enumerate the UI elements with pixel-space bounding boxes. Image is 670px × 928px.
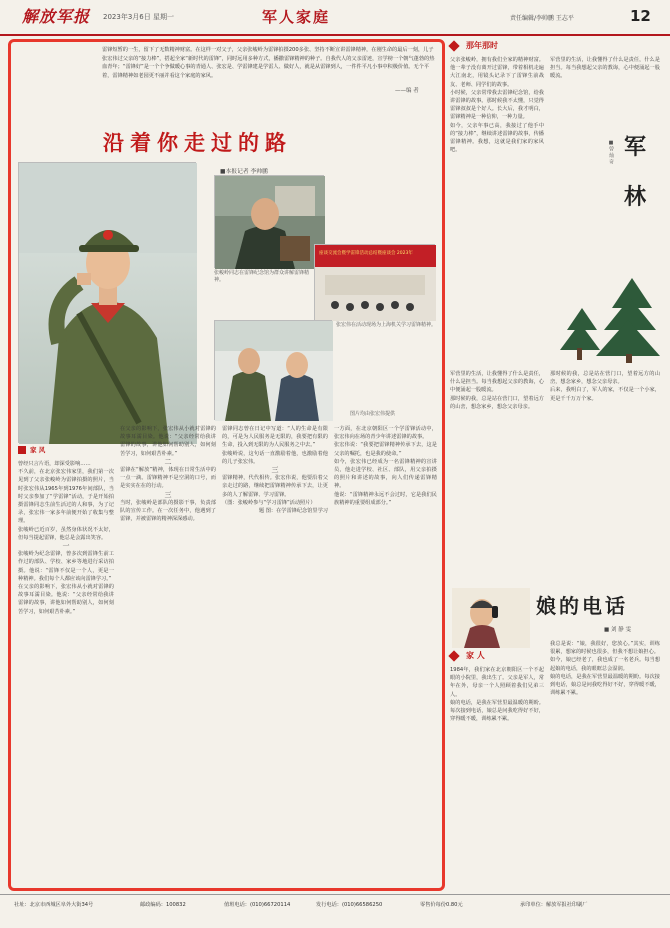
event-banner-text: 座谈交流会暨学雷锋活动总结暨座谈会 2023年 [319,251,413,256]
photo-credit: 图片均由张宏伟提供 [350,411,396,417]
paragraph: 军营里的生活，让我懂得了什么是责任，什么是担当。每当我想起父亲的教诲，心中便涌起一股暖流。 [550,57,660,80]
paragraph: 那时候的我，总是站在营门口，望着远方的山峦，想念家乡，想念父亲母亲。 [450,395,544,410]
soldier-portrait-photo [18,162,196,443]
pine-tree-illustration [552,268,662,363]
section-marker-diamond [448,40,459,51]
paragraph: 军营里的生活，让我懂得了什么是责任，什么是担当。每当我想起父亲的教诲，心中便涌起一股暖流。 [450,371,544,394]
sidebar-signature: ■曾 灿 奇 [608,140,614,165]
article-byline: ■本报记者 李帅鹏 [220,169,268,175]
father-son-photo [214,320,332,420]
newspaper-logo: 解放军报 [22,7,91,26]
body-column-2 [120,425,216,885]
sidebar-title-char-2: 林 [624,184,647,210]
paragraph: 1984年，我们家在北京朝阳区一个不起眼的小院里，我出生了。父亲是军人，常年在外，母亲一个人照顾着我们兄弟三人。 [450,667,544,698]
paragraph: 张峻岭已近百岁，虽然身体状况不太好，但每当提起雷锋，他总是会露出笑容。 [18,526,114,541]
footer-duty-phone: 值班电话：(010)66720114 [224,902,291,908]
sidebar-column-2-bottom [550,370,660,580]
footer-price: 零售价每份0.80元 [420,902,463,908]
page-number: 12 [630,7,651,25]
section-marker-diamond [448,650,459,661]
footer-rule [0,894,670,895]
article-headline: 沿着你走过的路 [103,130,292,155]
paragraph: 在父亲的影响下，张宏伟从小就对雷锋的故事耳濡目染。他说：“父亲经常给我讲雷锋的故事，讲他如何帮助别人，如何刻苦学习，如何艰苦朴素。” [120,426,216,457]
paragraph: 父亲张峻岭，拥有我们全家的精神财富。他一辈子没有离开过雷锋，带着相机走遍大江南北，用镜头记录下了雷锋生前战友、老师、同学们的故事。 [450,57,544,88]
paragraph: 张峻岭说，这句话一直激励着他，也激励着他的儿子张宏伟。 [222,450,328,465]
footer-address: 社址：北京市西城区阜外大街34号 [14,902,94,908]
section-heading-nanian: 那年那时 [466,40,498,50]
paragraph: 小时候，父亲常带我去雷锋纪念馆，给我讲雷锋的故事。那时候我不太懂，只觉得雷锋叔叔是个好人。长大后，我才明白，雷锋精神是一种信仰，一种力量。 [450,89,544,121]
paragraph: 不久前，在北京张宏伟家里，我们第一次见到了父亲张峻岭为雷锋拍摄的照片，当时张宏伟从1965年到1976年间部队，当时父亲参加了“学雷锋”活动，于是开始拍摄雷锋同志生前生活过的人和事，为了记录，张宏伟一家多年前便开始了收集与整理。 [18,469,114,525]
paragraph: 后来，我明白了，军人的家，不仅是一个小家，更是千千万万个家。 [550,387,660,402]
elder-lecturer-photo [214,175,324,268]
sidebar-article-byline: ■ 刘 静 雯 [604,627,631,633]
part-number: 三 [164,490,172,499]
sidebar-column-1-bottom [450,370,544,580]
paragraph: 张宏伟说：“我要把雷锋精神传承下去，这是父亲的嘱托，也是我的使命。” [334,442,437,457]
paragraph: 如今，娘已经老了，我也成了一名老兵。每当想起娘的电话，我的眼眶总会湿润。 [550,657,660,672]
paragraph: 当时，张峻岭是部队的摄影干事，负责部队的宣传工作。在一次任务中，他遇到了雷锋，并被雷锋的精神深深感动。 [120,499,216,523]
sidebar-article-title: 娘的电话 [536,594,628,618]
paragraph: 张峻岭为纪念雷锋，曾多次到雷锋生前工作过的部队、学校、家乡等地进行采访拍摄。他说：“雷锋不仅是一个人，更是一种精神。我们每个人都应该向雷锋学习。” [18,551,114,582]
part-number: 二 [164,457,172,466]
photo3-caption: 张宏伟在活动现场为上海机关学习雷锋精神。 [336,322,437,328]
sidebar-column-4 [550,640,660,888]
paragraph: 娘的电话，是我在军营里最温暖的期盼。每次接到电话，娘总是问我吃得好不好，穿得暖不暖，训练累不累。 [450,699,544,723]
issue-date: 2023年3月6日 星期一 [103,13,174,21]
paragraph: （图：张峻岭参与“学习雷锋”活动照片） [222,499,316,506]
part-number: 三 [271,466,279,475]
sidebar-column-2-top [550,56,660,126]
photo2-caption: 张峻岭同志在雷锋纪念馆为群众讲解雷锋精神。 [214,270,310,283]
sidebar-column-3 [450,666,544,888]
paragraph: 曾经只言片语，却深受影响…… [18,461,91,467]
responsible-editors: 责任编辑/李帅鹏 王志平 [510,15,574,22]
paragraph: 雷锋在“解放”精神，体现在日常生活中的一点一滴。雷锋精神不是空洞的口号，而是实实在在的行动。 [120,467,216,490]
body-column-3 [222,425,328,885]
paragraph: 如今，张宏伟已经成为一名雷锋精神的宣讲员，他走进学校、社区、部队，用父亲拍摄的照片和讲述的故事，向人们传递雷锋精神。 [334,458,437,490]
paragraph: 题 图：在学雷锋纪念馆里学习 [258,508,328,515]
paragraph: 那时候的我，总是站在营门口，望着远方的山峦，想念家乡，想念父亲母亲。 [550,371,660,386]
section-heading-jiaren: 家 人 [466,650,485,660]
footer-distribution-phone: 发行电话：(010)66586250 [316,902,383,908]
sidebar-title-char-1: 军 [624,134,647,160]
paragraph: 雷锋同志曾在日记中写道：“人的生命是有限的，可是为人民服务是无限的，我要把有限的生命，投入到无限的为人民服务之中去。” [222,426,328,449]
masthead-rule [0,34,670,36]
paragraph: 娘的电话，是我在军营里最温暖的期盼。每次接到电话，娘总是问我吃得好不好，穿得暖不暖，训练累不累。 [550,673,660,697]
paragraph: 在父亲的影响下，张宏伟从小就对雷锋的故事耳濡目染。他说：“父亲经常给我讲雷锋的故事，讲他如何帮助别人，如何刻苦学习，如何艰苦朴素。” [18,584,114,615]
paragraph: 他说：“雷锋精神永远不会过时，它是我们民族精神的重要组成部分。” [334,491,437,506]
paragraph: 我总是说：“娘，我很好，您放心。”其实，训练很累，想家的时候也很多，但我不想让娘担心。 [550,641,660,656]
preface-signature: ——编 者 [395,88,419,94]
paragraph: 如今，父亲年事已高，我接过了他手中的“接力棒”，继续讲述雷锋的故事，传播雷锋精神。我想，这就是我们家的家风吧。 [450,122,544,154]
section-marker-square [18,446,26,454]
paragraph: 雷锋精神，代代相传。张宏伟说，他要沿着父亲走过的路，继续把雷锋精神传承下去，让更多的人了解雷锋、学习雷锋。 [222,475,328,498]
masthead [0,0,670,34]
mother-phone-illustration [452,588,530,648]
footer-printer: 承印单位：解放军报社印刷厂 [520,902,588,908]
page-footer [0,897,670,928]
sidebar-column-1 [450,56,544,366]
section-heading-jiafeng: 家 风 [30,446,46,454]
footer-postcode: 邮政编码：100832 [140,902,186,908]
part-number: 一 [62,542,70,551]
event-hall-photo [314,244,435,320]
body-column-4 [334,425,437,885]
editor-preface: 雷锋短暂的一生，留下了无数精神财富。在这样一对父子，父亲张峻岭为雷锋拍摄200多张、坚持不断宣讲雷锋精神，在刚生命的最后一刻，儿子张宏伟过父亲的“接力棒”，搭起全家“新时代的雷锋”，同时远用多种方式，播撒雷锋精神的种子。自我代人的父亲雷迹，宣学榜一个朝气蓬勃的热血青年；“雷锋好”是一个个争做暖心事的青通人、张宏是、学雷锋建是学雷人、做好人，就是从雷锋到人，一件件平凡小事中积极价值。无个平着，雷锋精神如老园更不丽并看这个家庭的家风。 [102,47,435,79]
section-title: 军人家庭 [262,8,331,26]
paragraph: 一方面，在北京朝阳区一个学雷锋活动中，张宏伟向在场的青少年讲述雷锋的故事。 [334,426,437,441]
body-column-1 [18,460,114,885]
